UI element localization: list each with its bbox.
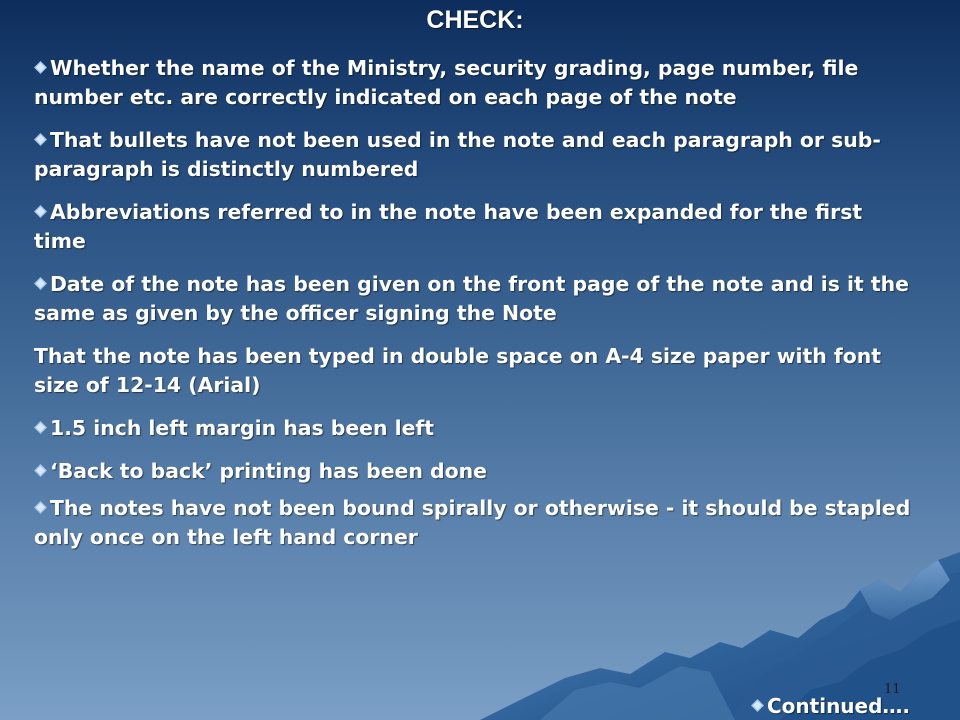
diamond-bullet-icon [751, 699, 764, 712]
continued-link[interactable] [751, 694, 910, 718]
checklist-item-abbreviations [34, 198, 914, 256]
continued-label: Continued…. [767, 694, 911, 718]
checklist-item-text: Whether the name of the Ministry, security grading, page number, file number etc. are correctly indicated on each page of the note [34, 56, 859, 109]
checklist-item-text: Abbreviations referred to in the note have been expanded for the first time [34, 200, 863, 253]
checklist-item-bullets [34, 126, 914, 184]
diamond-bullet-icon [34, 205, 47, 218]
checklist-item-binding [34, 494, 914, 552]
diamond-bullet-icon [34, 61, 47, 74]
checklist-item-ministry [34, 54, 914, 112]
checklist-item-printing [34, 457, 914, 486]
checklist-item-text: 1.5 inch left margin has been left [50, 416, 435, 440]
checklist-item-typing [34, 342, 914, 400]
diamond-bullet-icon [34, 464, 47, 477]
diamond-bullet-icon [34, 277, 47, 290]
diamond-bullet-icon [34, 501, 47, 514]
checklist-item-date [34, 270, 914, 328]
checklist-item-text: The notes have not been bound spirally or otherwise - it should be stapled only once on the left hand corner [34, 496, 911, 549]
page-number: 11 [884, 682, 901, 697]
slide-title: CHECK: [426, 6, 524, 34]
checklist-item-text: That bullets have not been used in the note and each paragraph or sub-paragraph is distinctly numbered [34, 128, 881, 181]
checklist-item-margin [34, 414, 914, 443]
checklist-item-text: Date of the note has been given on the front page of the note and is it the same as given by the officer signing the Note [34, 272, 909, 325]
checklist-item-text: ‘Back to back’ printing has been done [50, 459, 487, 483]
checklist [34, 54, 914, 552]
diamond-bullet-icon [34, 133, 47, 146]
checklist-item-text: That the note has been typed in double space on A-4 size paper with font size of 12-14 (Arial) [34, 344, 882, 397]
diamond-bullet-icon [34, 421, 47, 434]
